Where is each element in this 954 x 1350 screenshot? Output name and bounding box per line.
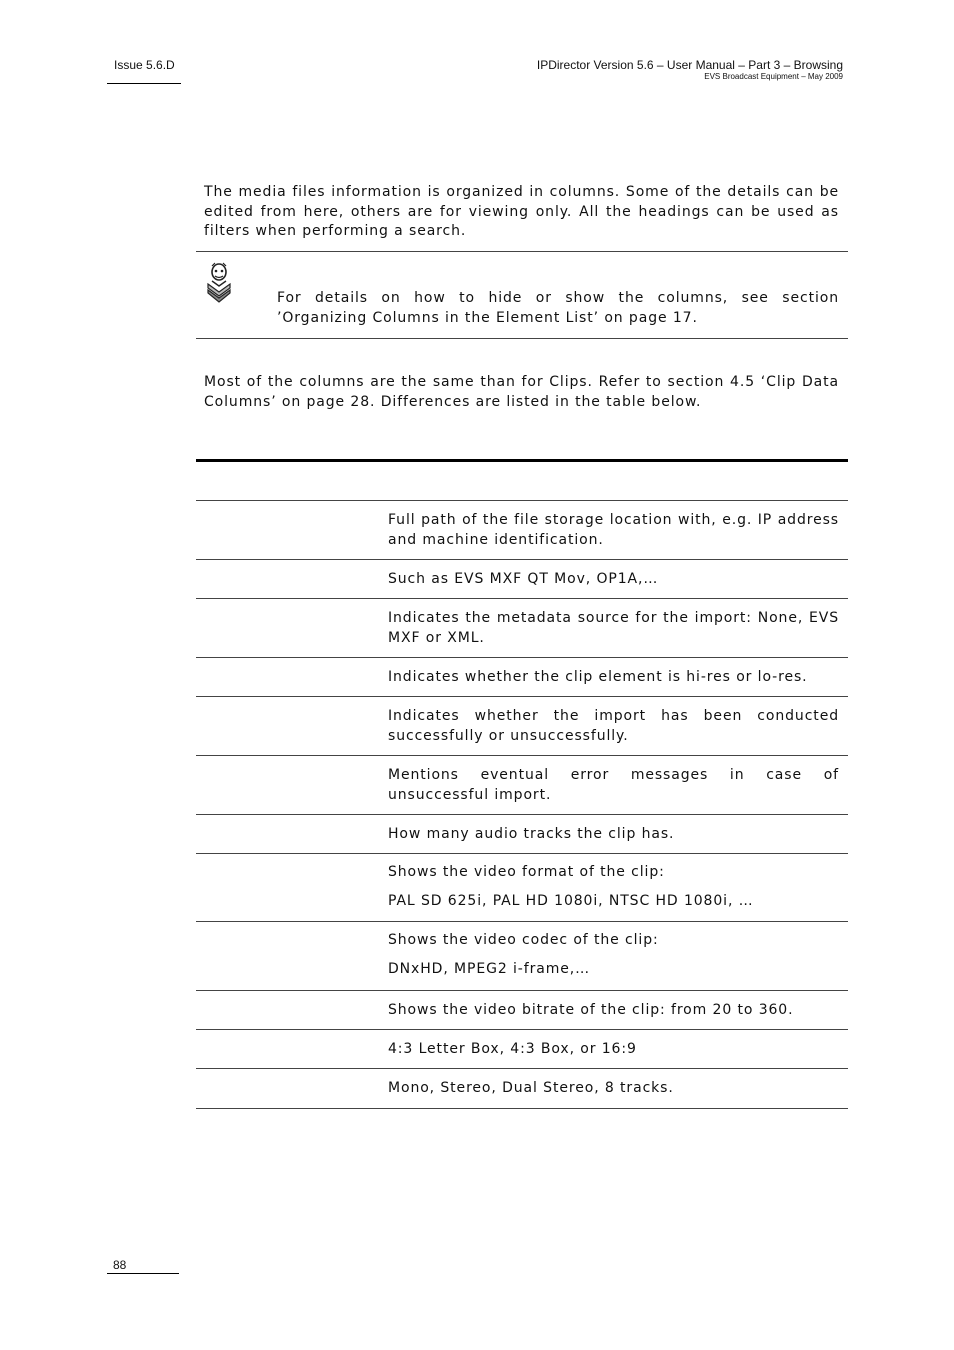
description-line: How many audio tracks the clip has. — [388, 826, 675, 842]
table-row — [196, 922, 848, 991]
description-line: Such as EVS MXF QT Mov, OP1A,… — [388, 571, 659, 587]
description-line: PAL SD 625i, PAL HD 1080i, NTSC HD 1080i, … — [388, 892, 754, 909]
row-description — [388, 707, 839, 746]
row-description — [388, 825, 839, 845]
description-line: Indicates whether the clip element is hi-res or lo-res. — [388, 669, 808, 685]
table-row — [196, 1030, 848, 1069]
header-right — [537, 58, 843, 82]
table-row — [196, 658, 848, 697]
header-subtitle: EVS Broadcast Equipment – May 2009 — [704, 72, 843, 81]
row-description — [388, 766, 839, 805]
description-line: Mono, Stereo, Dual Stereo, 8 tracks. — [388, 1080, 674, 1096]
description-line: Shows the video codec of the clip: — [388, 932, 659, 948]
description-line: Shows the video format of the clip: — [388, 864, 665, 880]
table-row — [196, 815, 848, 854]
table-row — [196, 1069, 848, 1109]
note-top-rule — [196, 251, 848, 252]
row-description — [388, 1001, 839, 1021]
row-description — [388, 668, 839, 688]
table-row — [196, 599, 848, 658]
table-row — [196, 560, 848, 599]
row-description — [388, 1040, 839, 1060]
row-description — [388, 1079, 839, 1099]
row-description — [388, 511, 839, 550]
header-left-rule — [107, 83, 181, 84]
page-number: 88 — [113, 1258, 127, 1272]
note-icon — [203, 262, 237, 304]
row-description — [388, 863, 839, 911]
description-line: Shows the video bitrate of the clip: from 20 to 360. — [388, 1002, 794, 1018]
header-issue: Issue 5.6.D — [114, 58, 175, 72]
description-line: 4:3 Letter Box, 4:3 Box, or 16:9 — [388, 1041, 637, 1057]
intro-paragraph: The media files information is organized in columns. Some of the details can be edited from here, others are for viewing only. All the headings can be used as filters when performing a search. — [204, 184, 839, 239]
description-line: Indicates the metadata source for the import: None, EVS MXF or XML. — [388, 610, 839, 646]
table-top-rule — [196, 459, 848, 462]
columns-paragraph: Most of the columns are the same than for Clips. Refer to section 4.5 ‘Clip Data Columns’ on page 28. Differences are listed in the table below. — [204, 374, 839, 410]
table-row — [196, 991, 848, 1030]
description-line: Full path of the file storage location with, e.g. IP address and machine identification. — [388, 512, 839, 548]
description-line: Mentions eventual error messages in case of unsuccessful import. — [388, 767, 839, 803]
row-description — [388, 570, 839, 590]
note-bottom-rule — [196, 338, 848, 339]
table-row — [196, 501, 848, 560]
note-text: For details on how to hide or show the columns, see section ’Organizing Columns in the Element List’ on page 17. — [277, 290, 839, 326]
table-row — [196, 756, 848, 815]
description-line: DNxHD, MPEG2 i-frame,… — [388, 960, 591, 977]
columns-table — [196, 501, 848, 1109]
description-line: Indicates whether the import has been conducted successfully or unsuccessfully. — [388, 708, 839, 744]
header-title: IPDirector Version 5.6 – User Manual – Part 3 – Browsing — [536, 58, 843, 72]
footer-rule — [107, 1273, 179, 1274]
table-row — [196, 697, 848, 756]
row-description — [388, 609, 839, 648]
table-row — [196, 854, 848, 922]
row-description — [388, 931, 839, 979]
